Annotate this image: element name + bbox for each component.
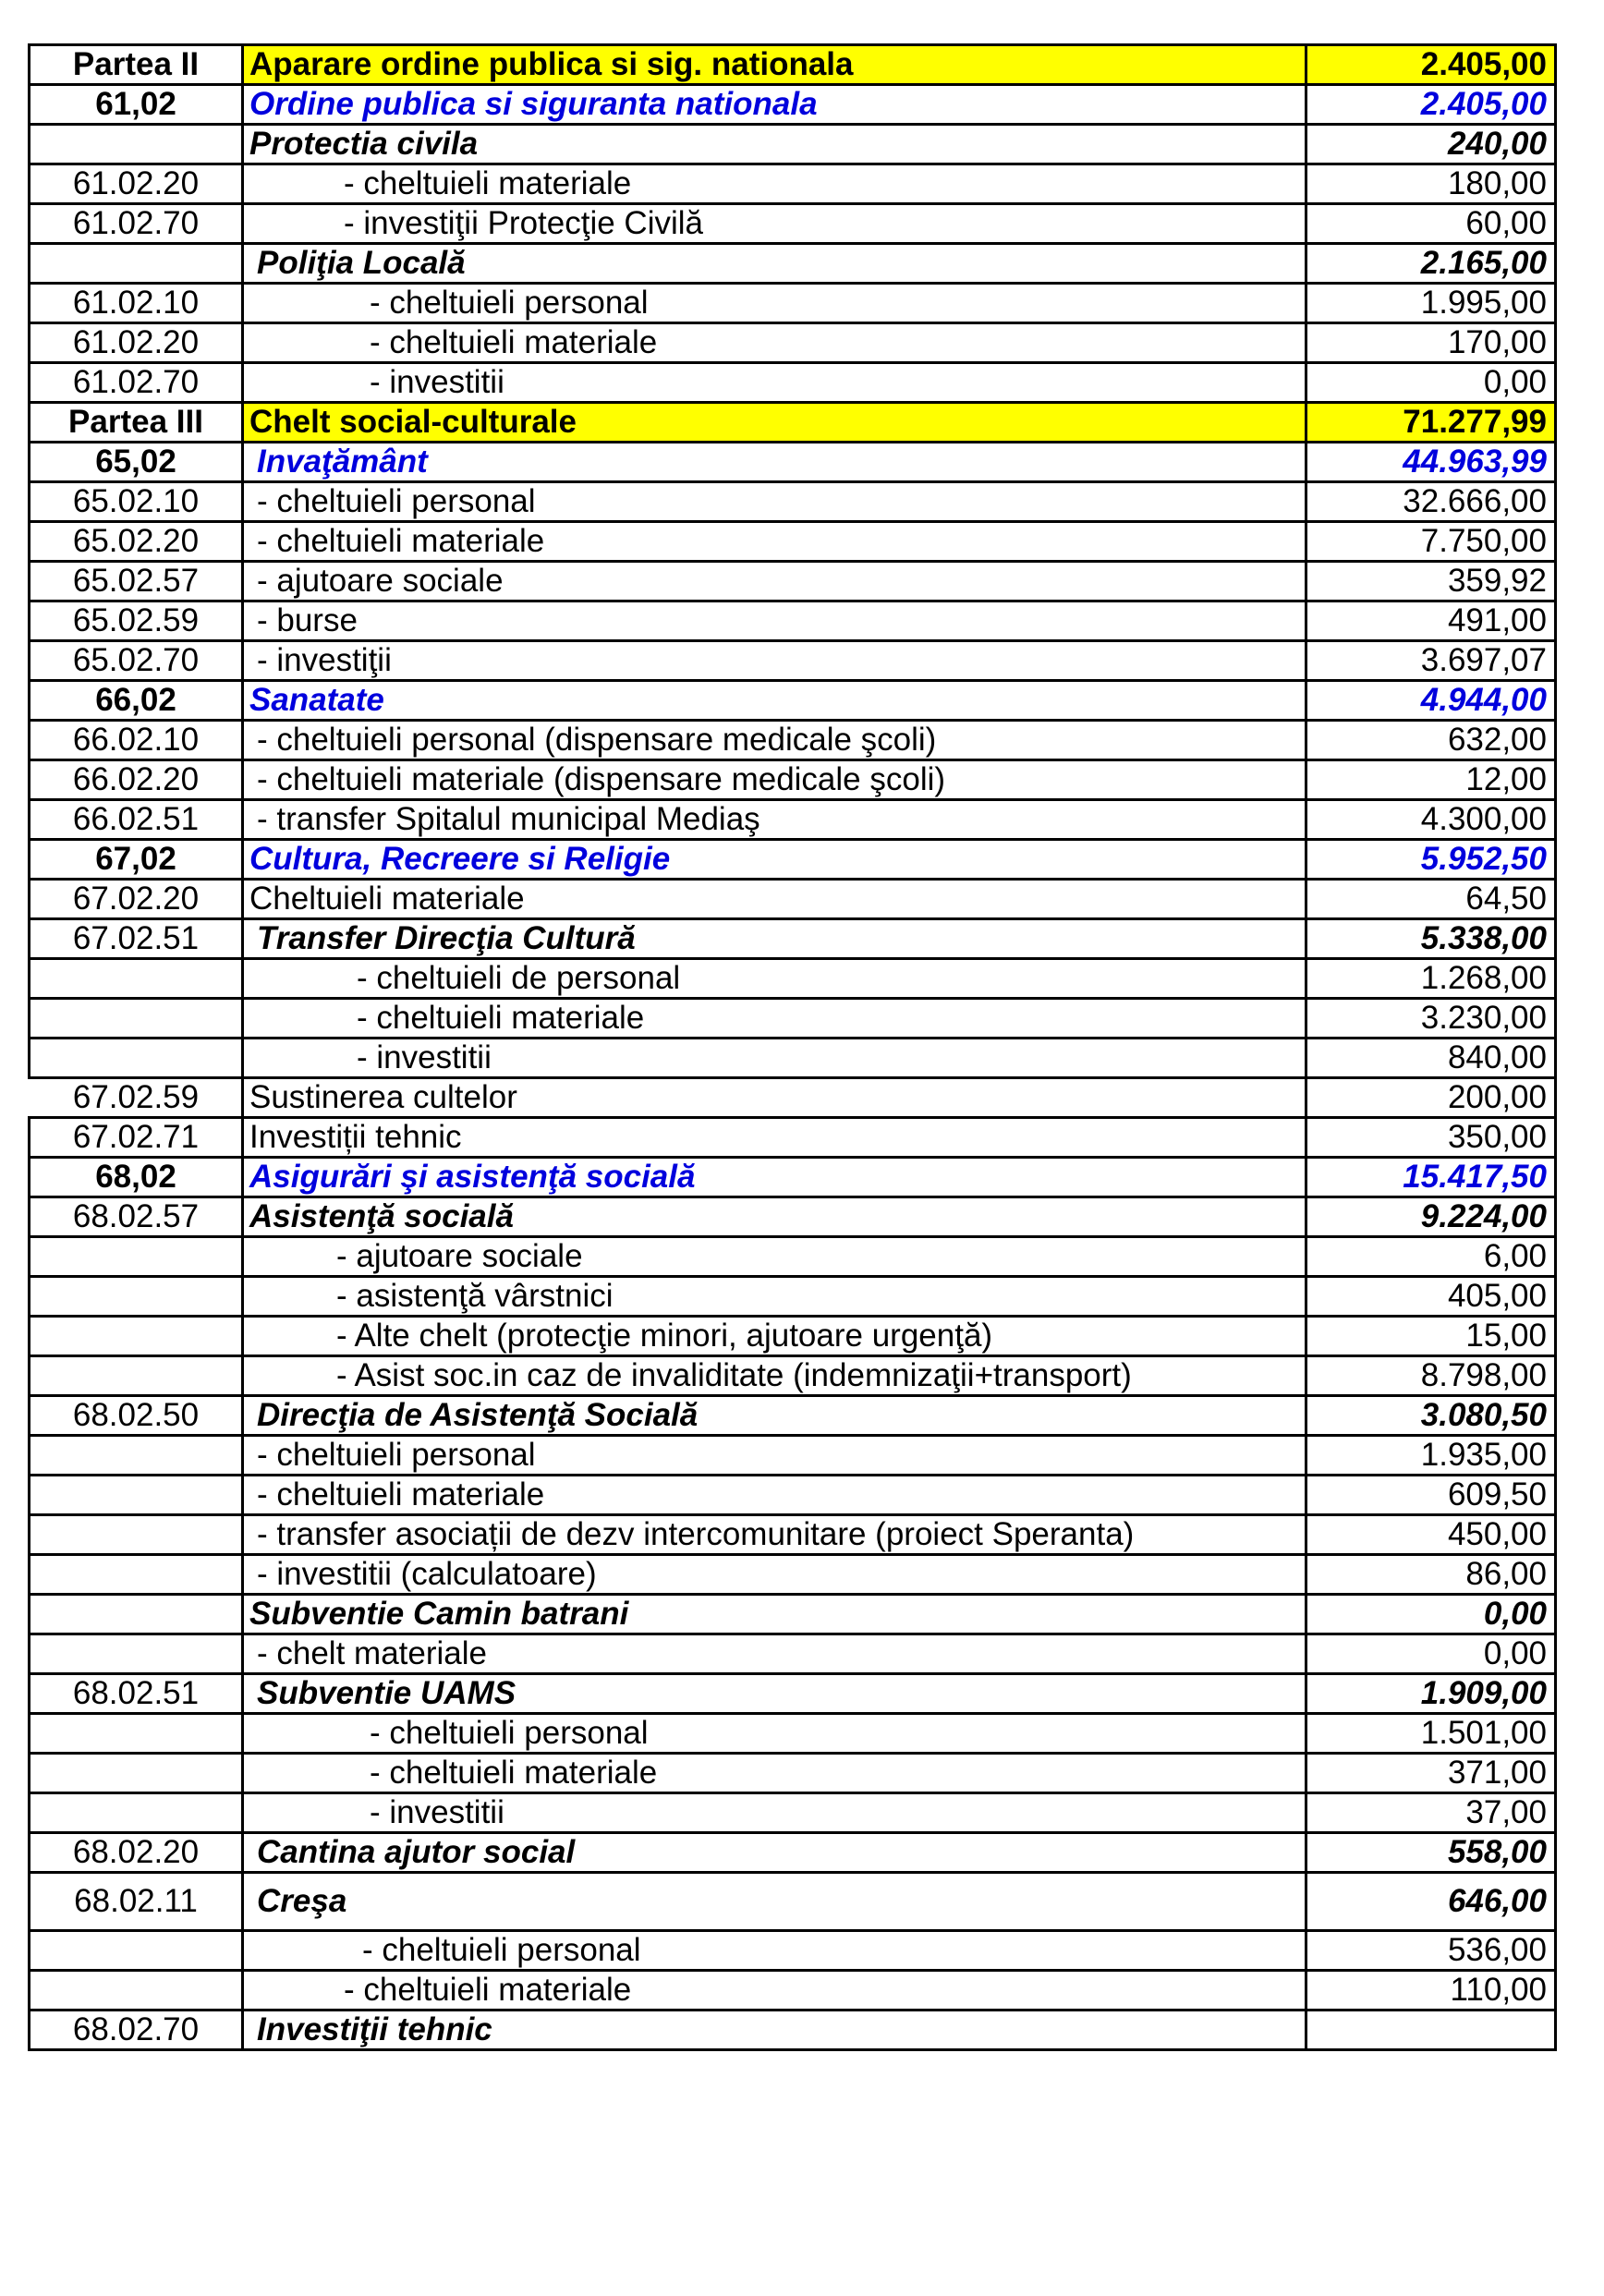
item-row [30, 1476, 1556, 1515]
budget-code-cell [30, 1931, 243, 1971]
description-cell: Sustinerea cultelor [243, 1078, 1306, 1118]
description-cell: - cheltuieli personal (dispensare medicale şcoli) [243, 721, 1306, 760]
budget-code-cell [30, 1515, 243, 1555]
item-row [30, 721, 1556, 760]
budget-code-cell [30, 1714, 243, 1754]
item-row [30, 1971, 1556, 2011]
budget-code-cell [30, 1971, 243, 2011]
description-cell: - cheltuieli personal [243, 1931, 1306, 1971]
budget-code-cell [30, 1436, 243, 1476]
amount-cell: 350,00 [1306, 1118, 1556, 1158]
description-cell: - investitii [243, 363, 1306, 403]
description-cell: Asistenţă socială [243, 1197, 1306, 1237]
subtotal-row [30, 125, 1556, 164]
item-row [30, 1793, 1556, 1833]
description-cell: - investitii [243, 1793, 1306, 1833]
amount-cell: 359,92 [1306, 562, 1556, 601]
budget-code-cell: Partea II [30, 45, 243, 85]
description-cell: Poliţia Locală [243, 244, 1306, 284]
item-row [30, 482, 1556, 522]
subtotal-row [30, 1833, 1556, 1873]
amount-cell: 15,00 [1306, 1317, 1556, 1356]
amount-cell [1306, 2011, 1556, 2050]
budget-code-cell: 67.02.71 [30, 1118, 243, 1158]
budget-code-cell: 67.02.59 [30, 1078, 243, 1118]
amount-cell: 1.995,00 [1306, 284, 1556, 323]
description-cell: - cheltuieli materiale [243, 1476, 1306, 1515]
budget-code-cell: 61.02.70 [30, 363, 243, 403]
budget-code-cell [30, 1793, 243, 1833]
chapter-row [30, 1158, 1556, 1197]
amount-cell: 6,00 [1306, 1237, 1556, 1277]
subtotal-row [30, 1396, 1556, 1436]
amount-cell: 60,00 [1306, 204, 1556, 244]
budget-table [28, 43, 1557, 2051]
amount-cell: 240,00 [1306, 125, 1556, 164]
description-cell: - chelt materiale [243, 1634, 1306, 1674]
item-row [30, 1277, 1556, 1317]
item-row [30, 522, 1556, 562]
item-row [30, 1118, 1556, 1158]
amount-cell: 5.338,00 [1306, 919, 1556, 959]
description-cell: - burse [243, 601, 1306, 641]
item-row [30, 1078, 1556, 1118]
budget-code-cell: 61.02.10 [30, 284, 243, 323]
budget-code-cell [30, 125, 243, 164]
budget-code-cell [30, 999, 243, 1039]
item-row [30, 1634, 1556, 1674]
amount-cell: 44.963,99 [1306, 443, 1556, 482]
chapter-row [30, 85, 1556, 125]
amount-cell: 371,00 [1306, 1754, 1556, 1793]
description-cell: - Asist soc.in caz de invaliditate (indemnizaţii+transport) [243, 1356, 1306, 1396]
description-cell: - cheltuieli materiale [243, 164, 1306, 204]
description-cell: Asigurări şi asistenţă socială [243, 1158, 1306, 1197]
part-row [30, 45, 1556, 85]
amount-cell: 180,00 [1306, 164, 1556, 204]
item-row [30, 800, 1556, 840]
description-cell: Creşa [243, 1873, 1306, 1931]
budget-code-cell: 61.02.70 [30, 204, 243, 244]
amount-cell: 2.405,00 [1306, 45, 1556, 85]
budget-code-cell: 66.02.20 [30, 760, 243, 800]
budget-code-cell: 67.02.20 [30, 880, 243, 919]
budget-code-cell: 68.02.20 [30, 1833, 243, 1873]
amount-cell: 646,00 [1306, 1873, 1556, 1931]
chapter-row [30, 443, 1556, 482]
budget-code-cell: 65.02.10 [30, 482, 243, 522]
description-cell: Aparare ordine publica si sig. nationala [243, 45, 1306, 85]
item-row [30, 999, 1556, 1039]
subtotal-row [30, 1873, 1556, 1931]
description-cell: Subventie Camin batrani [243, 1595, 1306, 1634]
budget-code-cell [30, 1595, 243, 1634]
chapter-row [30, 840, 1556, 880]
description-cell: - cheltuieli materiale (dispensare medicale şcoli) [243, 760, 1306, 800]
budget-code-cell: 66.02.10 [30, 721, 243, 760]
amount-cell: 3.230,00 [1306, 999, 1556, 1039]
item-row [30, 1931, 1556, 1971]
description-cell: Cantina ajutor social [243, 1833, 1306, 1873]
amount-cell: 405,00 [1306, 1277, 1556, 1317]
budget-code-cell: 61.02.20 [30, 323, 243, 363]
budget-code-cell [30, 1277, 243, 1317]
budget-code-cell: Partea III [30, 403, 243, 443]
budget-code-cell [30, 1317, 243, 1356]
budget-code-cell [30, 1555, 243, 1595]
description-cell: - asistenţă vârstnici [243, 1277, 1306, 1317]
item-row [30, 959, 1556, 999]
amount-cell: 9.224,00 [1306, 1197, 1556, 1237]
amount-cell: 7.750,00 [1306, 522, 1556, 562]
amount-cell: 37,00 [1306, 1793, 1556, 1833]
item-row [30, 1237, 1556, 1277]
budget-code-cell: 66,02 [30, 681, 243, 721]
description-cell: - cheltuieli materiale [243, 999, 1306, 1039]
budget-code-cell: 68.02.50 [30, 1396, 243, 1436]
amount-cell: 4.944,00 [1306, 681, 1556, 721]
amount-cell: 200,00 [1306, 1078, 1556, 1118]
description-cell: Subventie UAMS [243, 1674, 1306, 1714]
chapter-row [30, 681, 1556, 721]
amount-cell: 609,50 [1306, 1476, 1556, 1515]
description-cell: - cheltuieli personal [243, 1714, 1306, 1754]
subtotal-row [30, 1595, 1556, 1634]
budget-code-cell [30, 1634, 243, 1674]
amount-cell: 2.165,00 [1306, 244, 1556, 284]
budget-code-cell: 65.02.59 [30, 601, 243, 641]
description-cell: Ordine publica si siguranta nationala [243, 85, 1306, 125]
item-row [30, 1714, 1556, 1754]
description-cell: - cheltuieli materiale [243, 1754, 1306, 1793]
budget-code-cell: 65.02.70 [30, 641, 243, 681]
item-row [30, 601, 1556, 641]
budget-code-cell: 68.02.57 [30, 1197, 243, 1237]
amount-cell: 0,00 [1306, 1595, 1556, 1634]
description-cell: - cheltuieli personal [243, 1436, 1306, 1476]
budget-code-cell [30, 1356, 243, 1396]
description-cell: - cheltuieli materiale [243, 323, 1306, 363]
budget-code-cell [30, 1039, 243, 1078]
item-row [30, 164, 1556, 204]
item-row [30, 1436, 1556, 1476]
budget-code-cell: 61.02.20 [30, 164, 243, 204]
amount-cell: 86,00 [1306, 1555, 1556, 1595]
description-cell: - ajutoare sociale [243, 1237, 1306, 1277]
budget-code-cell: 68.02.51 [30, 1674, 243, 1714]
item-row [30, 1555, 1556, 1595]
budget-code-cell: 65.02.57 [30, 562, 243, 601]
description-cell: - ajutoare sociale [243, 562, 1306, 601]
budget-code-cell: 68,02 [30, 1158, 243, 1197]
amount-cell: 840,00 [1306, 1039, 1556, 1078]
amount-cell: 558,00 [1306, 1833, 1556, 1873]
budget-code-cell: 65.02.20 [30, 522, 243, 562]
item-row [30, 760, 1556, 800]
budget-code-cell [30, 1754, 243, 1793]
budget-code-cell [30, 1476, 243, 1515]
subtotal-row [30, 1674, 1556, 1714]
amount-cell: 1.501,00 [1306, 1714, 1556, 1754]
description-cell: Sanatate [243, 681, 1306, 721]
amount-cell: 110,00 [1306, 1971, 1556, 2011]
description-cell: Investiții tehnic [243, 1118, 1306, 1158]
subtotal-row [30, 919, 1556, 959]
item-row [30, 562, 1556, 601]
item-row [30, 641, 1556, 681]
description-cell: - transfer asociații de dezv intercomunitare (proiect Speranta) [243, 1515, 1306, 1555]
item-row [30, 1039, 1556, 1078]
item-row [30, 363, 1556, 403]
amount-cell: 15.417,50 [1306, 1158, 1556, 1197]
budget-table-body [30, 45, 1556, 2050]
item-row [30, 880, 1556, 919]
amount-cell: 4.300,00 [1306, 800, 1556, 840]
item-row [30, 1515, 1556, 1555]
amount-cell: 8.798,00 [1306, 1356, 1556, 1396]
part-row [30, 403, 1556, 443]
amount-cell: 12,00 [1306, 760, 1556, 800]
item-row [30, 323, 1556, 363]
amount-cell: 0,00 [1306, 1634, 1556, 1674]
amount-cell: 64,50 [1306, 880, 1556, 919]
description-cell: - cheltuieli personal [243, 284, 1306, 323]
amount-cell: 3.080,50 [1306, 1396, 1556, 1436]
item-row [30, 204, 1556, 244]
budget-code-cell: 67.02.51 [30, 919, 243, 959]
description-cell: - investiţii [243, 641, 1306, 681]
subtotal-row [30, 244, 1556, 284]
amount-cell: 450,00 [1306, 1515, 1556, 1555]
amount-cell: 170,00 [1306, 323, 1556, 363]
amount-cell: 1.909,00 [1306, 1674, 1556, 1714]
amount-cell: 71.277,99 [1306, 403, 1556, 443]
amount-cell: 491,00 [1306, 601, 1556, 641]
budget-code-cell [30, 959, 243, 999]
budget-code-cell: 68.02.70 [30, 2011, 243, 2050]
amount-cell: 32.666,00 [1306, 482, 1556, 522]
description-cell: - cheltuieli materiale [243, 522, 1306, 562]
budget-code-cell: 68.02.11 [30, 1873, 243, 1931]
description-cell: - investitii [243, 1039, 1306, 1078]
description-cell: Transfer Direcţia Cultură [243, 919, 1306, 959]
amount-cell: 632,00 [1306, 721, 1556, 760]
amount-cell: 1.268,00 [1306, 959, 1556, 999]
budget-code-cell: 65,02 [30, 443, 243, 482]
description-cell: - investiţii Protecţie Civilă [243, 204, 1306, 244]
description-cell: Cheltuieli materiale [243, 880, 1306, 919]
amount-cell: 2.405,00 [1306, 85, 1556, 125]
description-cell: Protectia civila [243, 125, 1306, 164]
description-cell: Chelt social-culturale [243, 403, 1306, 443]
budget-code-cell [30, 1237, 243, 1277]
item-row [30, 1356, 1556, 1396]
description-cell: Invaţământ [243, 443, 1306, 482]
item-row [30, 1754, 1556, 1793]
budget-code-cell [30, 244, 243, 284]
amount-cell: 0,00 [1306, 363, 1556, 403]
amount-cell: 1.935,00 [1306, 1436, 1556, 1476]
description-cell: - cheltuieli de personal [243, 959, 1306, 999]
amount-cell: 536,00 [1306, 1931, 1556, 1971]
description-cell: Cultura, Recreere si Religie [243, 840, 1306, 880]
description-cell: - transfer Spitalul municipal Mediaş [243, 800, 1306, 840]
description-cell: - cheltuieli materiale [243, 1971, 1306, 2011]
subtotal-row [30, 1197, 1556, 1237]
description-cell: Direcţia de Asistenţă Socială [243, 1396, 1306, 1436]
amount-cell: 3.697,07 [1306, 641, 1556, 681]
item-row [30, 1317, 1556, 1356]
budget-code-cell: 61,02 [30, 85, 243, 125]
subtotal-row [30, 2011, 1556, 2050]
description-cell: Investiţii tehnic [243, 2011, 1306, 2050]
amount-cell: 5.952,50 [1306, 840, 1556, 880]
description-cell: - Alte chelt (protecţie minori, ajutoare urgenţă) [243, 1317, 1306, 1356]
budget-code-cell: 66.02.51 [30, 800, 243, 840]
item-row [30, 284, 1556, 323]
budget-code-cell: 67,02 [30, 840, 243, 880]
description-cell: - investitii (calculatoare) [243, 1555, 1306, 1595]
description-cell: - cheltuieli personal [243, 482, 1306, 522]
